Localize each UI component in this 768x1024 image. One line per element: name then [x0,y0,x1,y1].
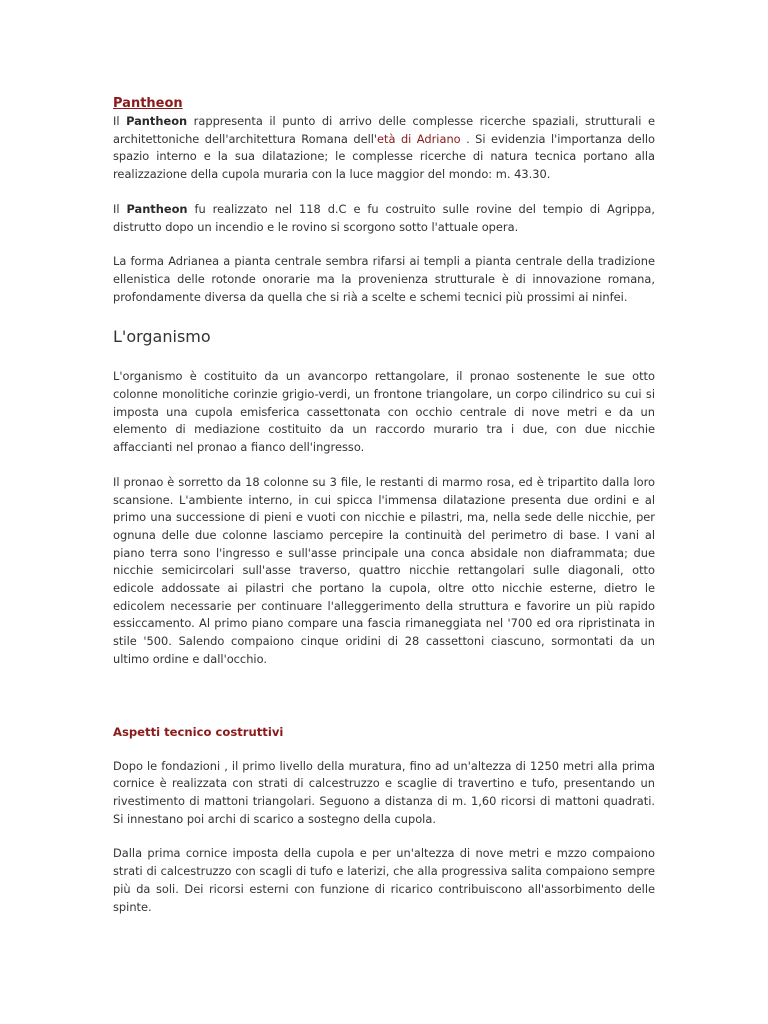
paragraph-fondazioni: Dopo le fondazioni , il primo livello della muratura, fino ad un'altezza di 1250 metri alla prima cornice è realizzata con strati di calcestruzzo e scaglie di travertino e tufo, presentando un rivestimento di mattoni triangolari. Seguono a distanza di m. 1,60 ricorsi di mattoni quadrati. Si innestano poi archi di scarico a sostegno della cupola. [113,758,655,826]
paragraph-intro [113,113,655,184]
spacer [113,669,655,724]
text: rappresenta il punto di arrivo delle complesse ricerche spaziali, strutturali e architettoniche dell'architettura Romana dell' [113,114,655,146]
section-heading-organismo: L'organismo [113,327,211,347]
eta-di-adriano-link[interactable]: età di Adriano [377,131,461,146]
paragraph-pronao: Il pronao è sorretto da 18 colonne su 3 file, le restanti di marmo rosa, ed è tripartito dalla loro scansione. L'ambiente interno, in cui spicca l'immensa dilatazione presenta due ordini e al primo una successione di pieni e vuoti con nicchie e pilastri, ma, nella sede delle nicchie, per ognuna delle due colonne lasciamo percepire la continuità del perimetro di base. I vani al piano terra sono l'ingresso e sull'asse principale una conca absidale non diaframmata; due nicchie semicircolari sull'asse traverso, quattro nicchie rettangolari sulle diagonali, otto edicole addossate ai pilastri che portano la cupola, oltre otto nicchie esterne, dietro le edicolem necessarie per continuare l'alleggerimento della struttura e favorire un più rapido essiccamento. Al primo piano compare una fascia rimaneggiata nel '700 ed ora ripristinata in stile '500. Salendo compaiono cinque oridini di 28 cassettoni ciascuno, sormontati da un ultimo ordine e dall'occhio. [113,474,655,666]
article [113,92,655,916]
bold-pantheon: Pantheon [126,114,188,128]
text: Il [113,201,127,216]
paragraph-cupola: Dalla prima cornice imposta della cupola e per un'altezza di nove metri e mzzo compaiono strati di calcestruzzo con scagli di tufo e laterizi, che alla progressiva salita compaiono sempre più da soli. Dei ricorsi esterni con funzione di ricarico contribuiscono all'assorbimento delle spinte. [113,846,655,914]
paragraph-history [113,201,655,236]
bold-pantheon: Pantheon [126,201,188,216]
page-title-link[interactable]: Pantheon [113,96,183,111]
text: Il [113,114,127,128]
paragraph-organismo: L'organismo è costituito da un avancorpo rettangolare, il pronao sostenente le sue otto colonne monolitiche corinzie grigio-verdi, un frontone triangolare, un corpo cilindrico su cui si imposta una cupola emisferica cassettonata con occhio centrale di nove metri e da un elemento di mediazione costituito da un raccordo murario tra i due, con due nicchie affaccianti nel pronao a fianco dell'ingresso. [113,369,655,455]
text: fu realizzato nel 118 d.C e fu costruito sulle rovine del tempio di Agrippa, distrutto dopo un incendio e le rovino si scorgono sotto l'attuale opera. [113,201,655,234]
paragraph-form: La forma Adrianea a pianta centrale sembra rifarsi ai templi a pianta centrale della tradizione ellenistica delle rotonde onorarie ma la provenienza strutturale è di innovazione romana, profondamente diversa da quella che si rià a scelte e schemi tecnici più prossimi ai ninfei. [113,254,655,304]
section-heading-aspetti: Aspetti tecnico costruttivi [113,724,284,739]
text: . Si evidenzia l'importanza dello spazio interno e la sua dilatazione; le complesse ricerche di natura tecnica portano alla realizzazione della cupola muraria con la luce maggior del mondo: m. 43.30. [113,131,655,182]
